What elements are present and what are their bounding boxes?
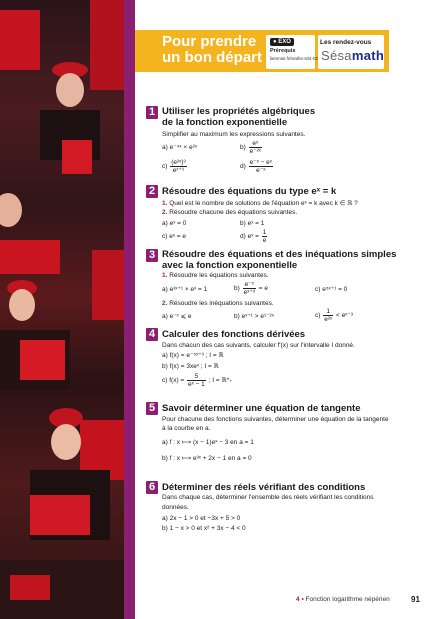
exercise-item: a) e⁻ˣ ⩽ e [162,313,192,320]
section-number: 2 [146,185,158,198]
exercise-item: c) e⁵ˣ⁺¹ = 0 [315,286,348,293]
play-icon: ● [273,39,277,45]
question: 1. Résoudre les équations suivantes. [162,272,269,279]
exercise-item: a) eˣ = 0 [162,220,187,227]
question: 2. Résoudre les inéquations suivantes. [162,300,274,307]
page-number: 91 [411,595,420,604]
exercise-item: a) f(x) = e⁻⁵ˣ⁺³ ; I = ℝ [162,352,224,359]
section-intro: Simplifier au maximum les expressions suivantes. [162,131,306,138]
section-intro: à la courbe en a. [162,425,211,432]
exo-link[interactable]: lienmini.fr/maths-s04-02 [270,56,319,61]
exercise-item: c) f(x) = $\frac{5}{\text{eˣ − 1}}$ ; I = ℝ*₊ [162,373,233,388]
rendezvous-label: Les rendez-vous [320,39,372,46]
section-number: 4 [146,328,158,341]
exercise-item: c) $\frac{1}{\text{e²ˣ}}$ < eˣ⁻³ [315,308,353,323]
section-intro: Dans chacun des cas suivants, calculer f′(x) sur l'intervalle I donné. [162,342,355,349]
exercise-item: a) e³ˣ⁺¹ × eˣ = 1 [162,286,208,293]
section-number: 5 [146,402,158,415]
exercise-item: b) f(x) = 3xeˣ ; I = ℝ [162,363,219,370]
exercise-item: a) e⁻⁴ˣ × e²ˣ [162,144,197,151]
section-title: Résoudre des équations et des inéquations simples avec la fonction exponentielle [162,249,397,271]
page-title: Pour prendre un bon départ [162,33,262,66]
exercise-item: c) eˣ = e [162,233,186,240]
exercise-item: a) 2x − 1 > 0 et −3x + 5 > 0 [162,515,241,522]
exercise-item: b) eˣ = 1 [240,220,265,227]
exercise-item: b) $\frac{\text{eˣ}}{\text{e⁻²ˣ}}$ [240,140,261,155]
accent-band [124,0,135,619]
section-title: Savoir déterminer une équation de tangente [162,403,361,414]
cover-photo-strip [0,0,124,619]
exercise-item: b) 1 − x > 0 et x² + 3x − 4 < 0 [162,525,246,532]
exercise-item: b) $\frac{\text{e⁻ˣ}}{\text{eˣ⁺³}}$ = e [234,281,268,296]
section-intro: Pour chacune des fonctions suivantes, déterminer une équation de la tangente [162,416,389,423]
section-title: Déterminer des réels vérifiant des conditions [162,482,366,493]
exercise-item: a) f : x ⟼ (x − 1)eˣ − 3 en a = 1 [162,439,254,446]
section-title: Résoudre des équations du type eˣ = k [162,186,337,197]
running-footer: 4 • Fonction logarithme népérien [296,596,390,603]
section-number: 6 [146,481,158,494]
section-intro: données. [162,504,189,511]
exercise-item: b) f : x ⟼ e³ˣ + 2x − 1 en a = 0 [162,455,252,462]
section-title: Utiliser les propriétés algébriques de la fonction exponentielle [162,106,316,128]
exercise-item: b) eˣ⁺¹ > e¹⁻²ˣ [234,313,274,320]
question: 2. Résoudre chacune des équations suivantes. [162,209,298,216]
carolers-illustration [0,0,124,619]
question: 1. Quel est le nombre de solutions de l'équation eˣ = k avec k ∈ ℝ ? [162,200,358,207]
section-title: Calculer des fonctions dérivées [162,329,306,340]
exercise-item: d) eˣ = $\frac{1}{e}$ [240,229,267,244]
exercise-item: d) $\frac{\text{e⁻ˣ − eˣ}}{\text{e⁻ˣ}}$ [240,159,272,174]
exo-label: Prérequis [270,48,296,54]
section-intro: Dans chaque cas, déterminer l'ensemble des réels vérifiant les conditions [162,494,374,501]
sesamath-logo: Sésamath [321,48,385,63]
section-number: 3 [146,249,158,262]
exo-badge: ● EXO [270,38,294,46]
exercise-item: c) $\frac{\text{(e²ˣ)³}}{\text{eˣ⁺¹}}$ [162,159,186,174]
section-number: 1 [146,106,158,119]
